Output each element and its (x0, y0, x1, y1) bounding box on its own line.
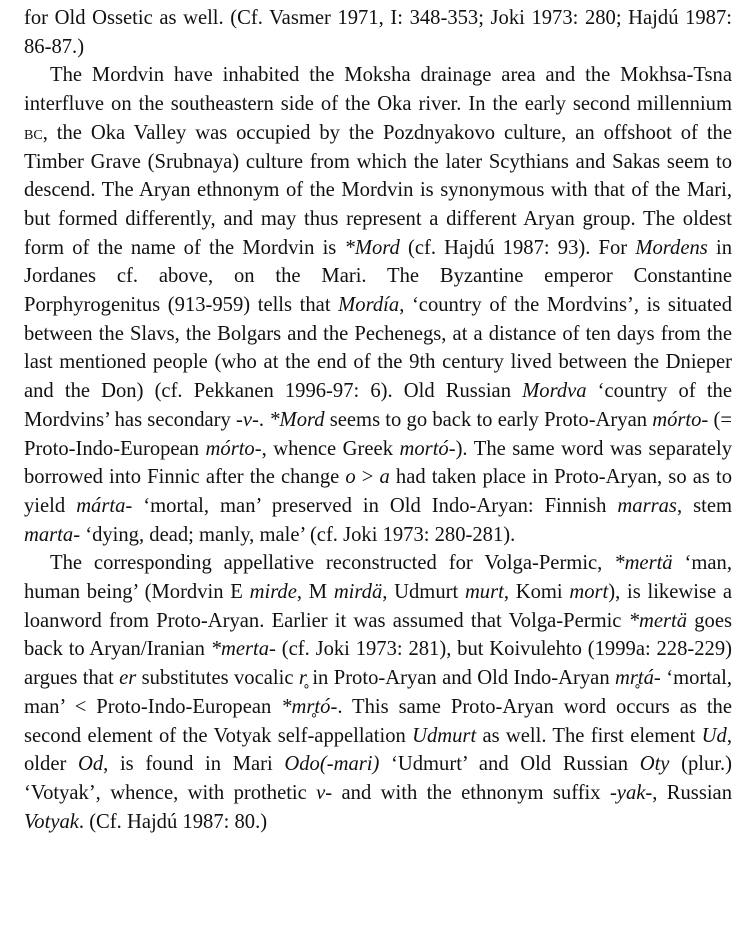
italic-term: mórto- (205, 437, 262, 460)
text-run: seems to go back to early Proto-Aryan (324, 408, 653, 431)
text-run: ‘mortal, man’ < Proto-Indo-European (24, 667, 732, 718)
italic-term: er (119, 667, 137, 690)
text-run: had taken place in Proto-Aryan, so as to yield (24, 466, 732, 517)
italic-term: Oty (639, 753, 670, 776)
italic-term: o (345, 466, 356, 489)
text-run: , M (296, 581, 334, 604)
text-run: goes back to Aryan/Iranian (24, 609, 733, 661)
italic-term: *Mord (344, 236, 400, 259)
text-run: , is found in Mari (103, 753, 285, 776)
text-run: , ‘country of the Mordvins’, is situated between the Slavs, the Bolgars and the Pechenegs, at a distance of ten days from the last mentioned people (who at the end of the 9th century lived between the Dnieper and the Don) (cf. Pekkanen 1996-97: 6). Old Russian (24, 294, 732, 403)
text-run: . (258, 408, 270, 431)
text-run: substitutes vocalic (136, 667, 299, 690)
italic-term: marta- (24, 523, 81, 546)
text-run: (cf. Joki 1973: 281), but Koivulehto (1999a: 228-229) argues that (24, 638, 732, 690)
paragraph-mordvin-history (24, 61, 732, 549)
text-run: in Proto-Aryan and Old Indo-Aryan (306, 667, 616, 690)
text-run: (= Proto-Indo-European (24, 408, 732, 460)
text-run: in Jordanes cf. above, on the Mari. The Byzantine emperor Constantine Porphyrogenitus (913-959) tells that (24, 236, 732, 317)
italic-term: *mertä (614, 552, 673, 575)
italic-term: -v- (236, 408, 259, 431)
text-run: The Mordvin have inhabited the Moksha drainage area and the Mokhsa-Tsna interfluve on the southeastern side of the Oka river. In the early second millennium (24, 64, 732, 116)
text-run: , Russian (652, 781, 732, 804)
italic-term: Udmurt (412, 724, 477, 747)
italic-term: *Mord (269, 408, 325, 431)
italic-term: márta- (76, 494, 133, 517)
italic-term: Mordens (635, 236, 708, 259)
italic-term: mortó- (399, 437, 456, 460)
text-run: The corresponding appellative reconstructed for Volga-Permic, (50, 552, 615, 575)
italic-term: Ud (701, 724, 727, 747)
italic-term: mirde (249, 581, 297, 604)
italic-term: mórto- (652, 408, 709, 431)
text-run: , whence Greek (261, 437, 400, 460)
text-run: , stem (676, 494, 732, 517)
text-run: for Old Ossetic as well. (Cf. Vasmer 1971, I: 348-353; Joki 1973: 280; Hajdú 1987: 86-87.) (24, 7, 732, 58)
text-run: , Udmurt (382, 581, 465, 604)
text-run: . (Cf. Hajdú 1987: 80.) (78, 810, 268, 833)
text-run: ), is likewise a loanword from Proto-Aryan. Earlier it was assumed that Volga-Permic (24, 581, 732, 632)
italic-term: *mr̥tó- (281, 695, 338, 718)
italic-term: marras (617, 494, 677, 517)
text-run: ‘mortal, man’ preserved in Old Indo-Aryan: Finnish (132, 494, 618, 517)
paragraph-volga-permic (24, 549, 732, 836)
italic-term: Mordía (338, 294, 400, 317)
small-caps-text: bc (24, 121, 43, 144)
text-run: > (355, 466, 380, 489)
text-run: , Komi (503, 581, 570, 604)
italic-term: a (379, 466, 390, 489)
text-run: ‘Udmurt’ and Old Russian (379, 753, 640, 776)
italic-term: r̥ (298, 667, 307, 690)
italic-term: murt (464, 581, 504, 604)
paragraph-continuation (24, 4, 732, 61)
italic-term: Odo(-mari) (284, 753, 380, 776)
text-run: and with the ethnonym suffix (332, 781, 610, 804)
text-run: ). The same word was separately borrowed into Finnic after the change (24, 437, 732, 489)
text-run: ‘man, human being’ (Mordvin E (24, 552, 732, 604)
italic-term: -yak- (609, 781, 653, 804)
text-run: , the Oka Valley was occupied by the Pozdnyakovo culture, an offshoot of the Timber Grave (Srubnaya) culture from which the later Scythians and Sakas seem to descend. The Aryan ethnonym of the Mordvin is synonymous with that of the Mari, but formed differently, and may thus represent a different Aryan group. The oldest form of the name of the Mordvin is (24, 121, 732, 259)
text-run: (plur.) ‘Votyak’, whence, with prothetic (24, 753, 732, 804)
italic-term: *mertä (628, 609, 688, 632)
text-run: . This same Proto-Aryan word occurs as the second element of the Votyak self-appellation (24, 695, 732, 747)
italic-term: Votyak (24, 810, 79, 833)
italic-term: mirdä (333, 581, 383, 604)
italic-term: Mordva (522, 380, 587, 403)
italic-term: v- (316, 781, 333, 804)
text-run: (cf. Hajdú 1987: 93). For (399, 236, 636, 259)
italic-term: Od (77, 753, 104, 776)
italic-term: mort (569, 581, 609, 604)
text-run: as well. The first element (476, 724, 702, 747)
italic-term: mr̥tá- (615, 667, 661, 690)
text-run: ‘country of the Mordvins’ has secondary (24, 380, 732, 431)
text-run: , older (24, 724, 732, 776)
text-run: ‘dying, dead; manly, male’ (cf. Joki 1973: 280-281). (80, 523, 516, 546)
italic-term: *merta- (210, 638, 276, 661)
